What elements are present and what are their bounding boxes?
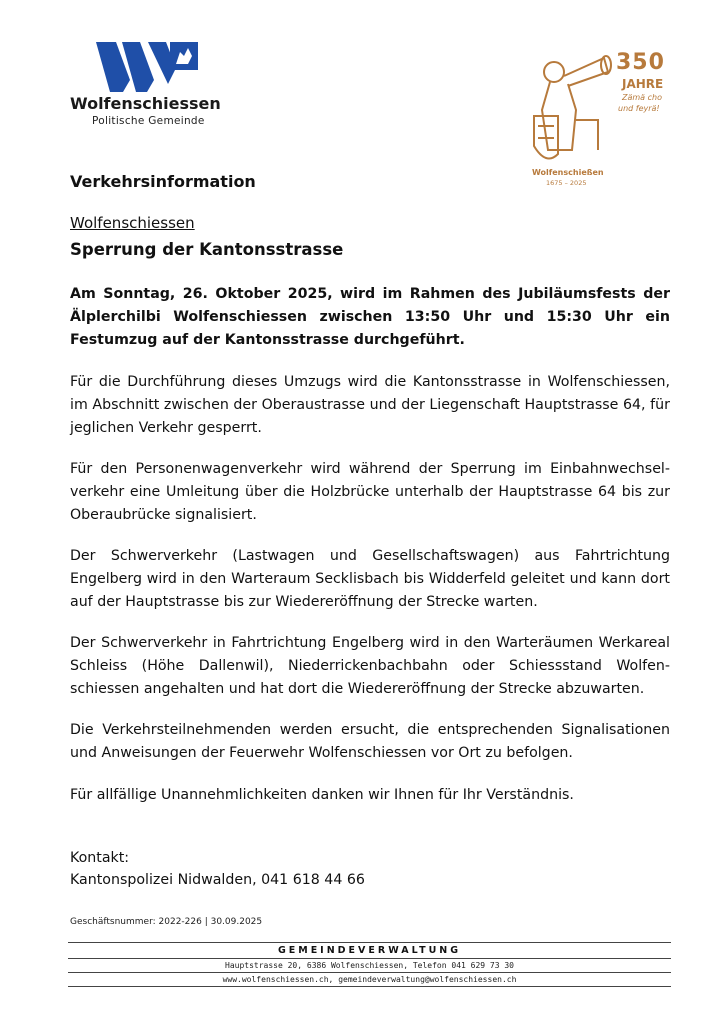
document-subtitle: Sperrung der Kantonsstrasse	[70, 240, 344, 259]
jubilee-word: JAHRE	[622, 77, 664, 91]
logo-wordmark: Wolfenschiessen	[70, 94, 221, 113]
footer-divider-2	[68, 972, 671, 973]
w-logo-icon	[96, 42, 200, 92]
case-number: Geschäftsnummer: 2022-226 | 30.09.2025	[70, 917, 263, 927]
footer-divider-1	[68, 958, 671, 959]
footer-address: Hauptstrasse 20, 6386 Wolfenschiessen, Telefon 041 629 73 30	[225, 961, 514, 970]
jubilee-emblem	[512, 40, 672, 190]
jubilee-years: 1675 – 2025	[546, 179, 587, 187]
footer-divider-top	[68, 942, 671, 943]
footer-contact: www.wolfenschiessen.ch, gemeindeverwaltung@wolfenschiessen.ch	[222, 975, 517, 984]
paragraph-heavy-traffic-to: Der Schwerverkehr in Fahrtrichtung Engelberg wird in den Warteräumen Werkareal Schleiss (Höhe Dallenwil), Niederrickenbachbahn oder Schiessstand Wolfenschiessen angehalten und hat dort die Wiedereröffnung der Strecke abzuwarten.	[70, 635, 670, 697]
jubilee-number: 350	[616, 50, 665, 75]
lead-paragraph: Am Sonntag, 26. Oktober 2025, wird im Rahmen des Jubiläumsfests der Älplerchilbi Wolfenschiessen zwischen 13:50 Uhr und 15:30 Uhr ein Festumzug auf der Kantonsstrasse durchgeführt.	[70, 286, 670, 348]
paragraph-closure: Für die Durchführung dieses Umzugs wird die Kantonsstrasse in Wolfenschiessen, im Abschnitt zwischen der Oberaustrasse und der Liegenschaft Hauptstrasse 64, für jeglichen Verkehr gesperrt.	[70, 374, 670, 436]
horn-blower-icon	[512, 50, 622, 180]
document-title: Verkehrsinformation	[70, 172, 256, 191]
place-name: Wolfenschiessen	[70, 214, 195, 232]
logo-subtitle: Politische Gemeinde	[92, 115, 205, 127]
jubilee-slogan-2: und feyrä!	[618, 104, 660, 113]
paragraph-heavy-traffic-from: Der Schwerverkehr (Lastwagen und Gesellschaftswagen) aus Fahrtrichtung Engelberg wird in den Warteraum Secklisbach bis Widderfeld geleitet und kann dort auf der Hauptstrasse bis zur Wiedereröffnung der Strecke warten.	[70, 548, 670, 610]
contact-value: Kantonspolizei Nidwalden, 041 618 44 66	[70, 872, 365, 888]
jubilee-town: Wolfenschießen	[532, 168, 604, 177]
footer-divider-bottom	[68, 986, 671, 987]
paragraph-thanks: Für allfällige Unannehmlichkeiten danken wir Ihnen für Ihr Verständnis.	[70, 787, 574, 803]
municipality-logo	[70, 42, 240, 132]
paragraph-instructions: Die Verkehrsteilnehmenden werden ersucht, die entsprechenden Signalisationen und Anweisungen der Feuerwehr Wolfenschiessen vor Ort zu befolgen.	[70, 722, 670, 761]
paragraph-detour: Für den Personenwagenverkehr wird während der Sperrung im Einbahnwechselverkehr eine Umleitung über die Holzbrücke unterhalb der Hauptstrasse 64 bis zur Oberaubrücke signalisiert.	[70, 461, 670, 523]
jubilee-slogan-1: Zämä cho	[622, 93, 662, 102]
contact-label: Kontakt:	[70, 850, 130, 866]
footer-title: GEMEINDEVERWALTUNG	[277, 945, 462, 956]
